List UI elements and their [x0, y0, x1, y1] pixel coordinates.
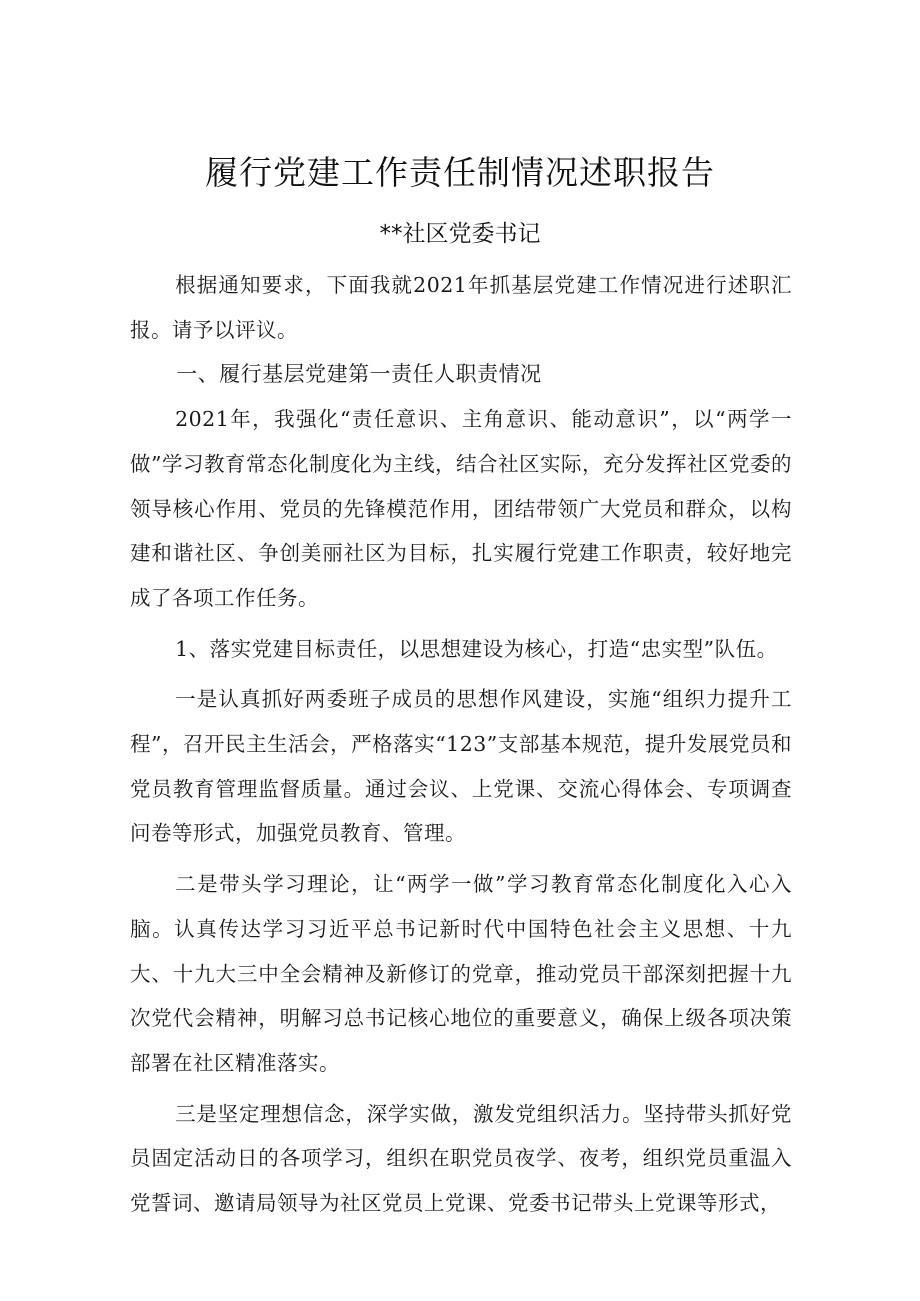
section-paragraph: 2021年，我强化“责任意识、主角意识、能动意识”，以“两学一做”学习教育常态化制度化为主线，结合社区实际，充分发挥社区党委的领导核心作用、党员的先锋模范作用，团结带领广大党员和群众，以构建和谐社区、争创美丽社区为目标，扎实履行党建工作职责，较好地完成了各项工作任务。 — [130, 407, 792, 610]
document-body — [130, 263, 792, 1226]
item-heading: 1、落实党建目标责任，以思想建设为核心，打造“忠实型”队伍。 — [175, 636, 778, 661]
point-one-paragraph: 一是认真抓好两委班子成员的思想作风建设，实施“组织力提升工程”，召开民主生活会，严格落实“123”支部基本规范，提升发展党员和党员教育管理监督质量。通过会议、上党课、交流心得体会、专项调查问卷等形式，加强党员教育、管理。 — [130, 687, 792, 846]
document-title: 履行党建工作责任制情况述职报告 — [205, 153, 715, 192]
document-subtitle: **社区党委书记 — [379, 221, 541, 247]
point-three-paragraph: 三是坚定理想信念，深学实做，激发党组织活力。坚持带头抓好党员固定活动日的各项学习，组织在职党员夜学、夜考，组织党员重温入党誓词、邀请局领导为社区党员上党课、党委书记带头上党课等形式， — [130, 1101, 792, 1216]
intro-paragraph: 根据通知要求，下面我就2021年抓基层党建工作情况进行述职汇报。请予以评议。 — [130, 273, 792, 342]
section-heading: 一、履行基层党建第一责任人职责情况 — [176, 362, 542, 387]
point-two-paragraph: 二是带头学习理论，让“两学一做”学习教育常态化制度化入心入脑。认真传达学习习近平总书记新时代中国特色社会主义思想、十九大、十九大三中全会精神及新修订的党章，推动党员干部深刻把握十九次党代会精神，明解习总书记核心地位的重要意义，确保上级各项决策部署在社区精准落实。 — [130, 872, 792, 1075]
